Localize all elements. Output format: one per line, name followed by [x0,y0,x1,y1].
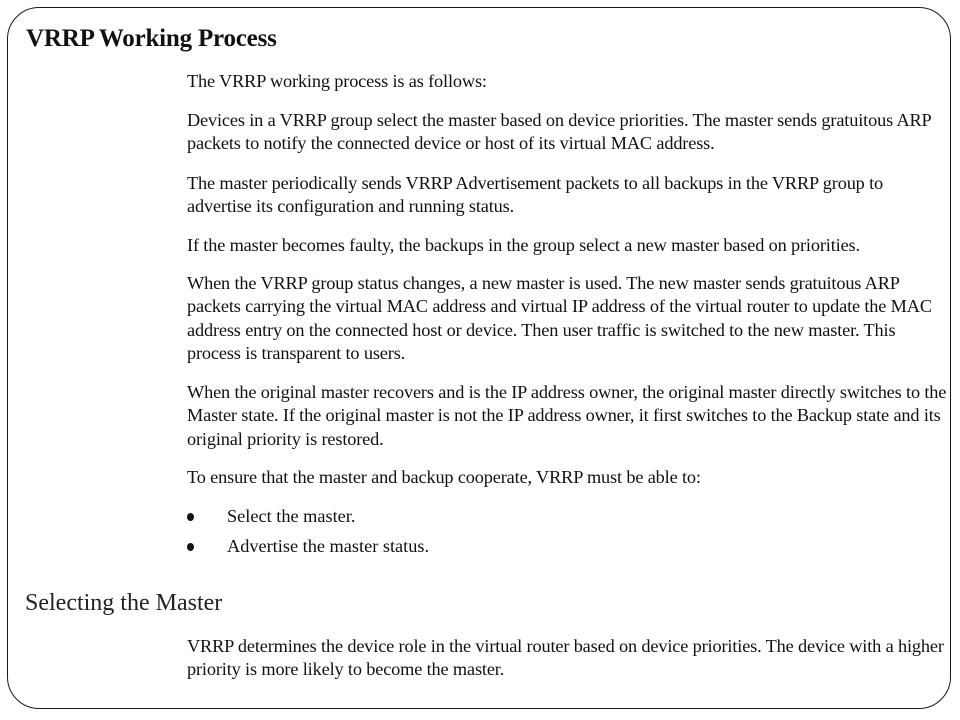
paragraph-master-recovers: When the original master recovers and is the IP address owner, the original master directly switches to the Master state. If the original master is not the IP address owner, it first switches to the Backup state and its original priority is restored. [187,382,947,449]
bullet-icon [187,543,194,551]
subsection-title: Selecting the Master [25,590,223,616]
intro-paragraph: The VRRP working process is as follows: [187,71,487,91]
paragraph-master-selection: Devices in a VRRP group select the master based on device priorities. The master sends gratuitous ARP packets to notify the connected device or host of its virtual MAC address. [187,110,931,154]
paragraph-advertisement: The master periodically sends VRRP Advertisement packets to all backups in the VRRP group to advertise its configuration and running status. [187,173,884,217]
paragraph-status-change: When the VRRP group status changes, a new master is used. The new master sends gratuitous ARP packets carrying the virtual MAC address and virtual IP address of the virtual router to update the MAC address entry on the connected host or device. Then user traffic is switched to the new master. This process is transparent to users. [187,273,932,363]
bullet-icon [187,513,194,521]
paragraph-cooperation: To ensure that the master and backup cooperate, VRRP must be able to: [187,467,701,487]
subsection-paragraph: VRRP determines the device role in the virtual router based on device priorities. The device with a higher priority is more likely to become the master. [187,636,944,680]
bullet-text: Advertise the master status. [227,536,430,556]
bullet-text: Select the master. [227,506,356,526]
section-title: VRRP Working Process [26,25,277,52]
paragraph-master-faulty: If the master becomes faulty, the backups in the group select a new master based on priorities. [187,235,860,255]
